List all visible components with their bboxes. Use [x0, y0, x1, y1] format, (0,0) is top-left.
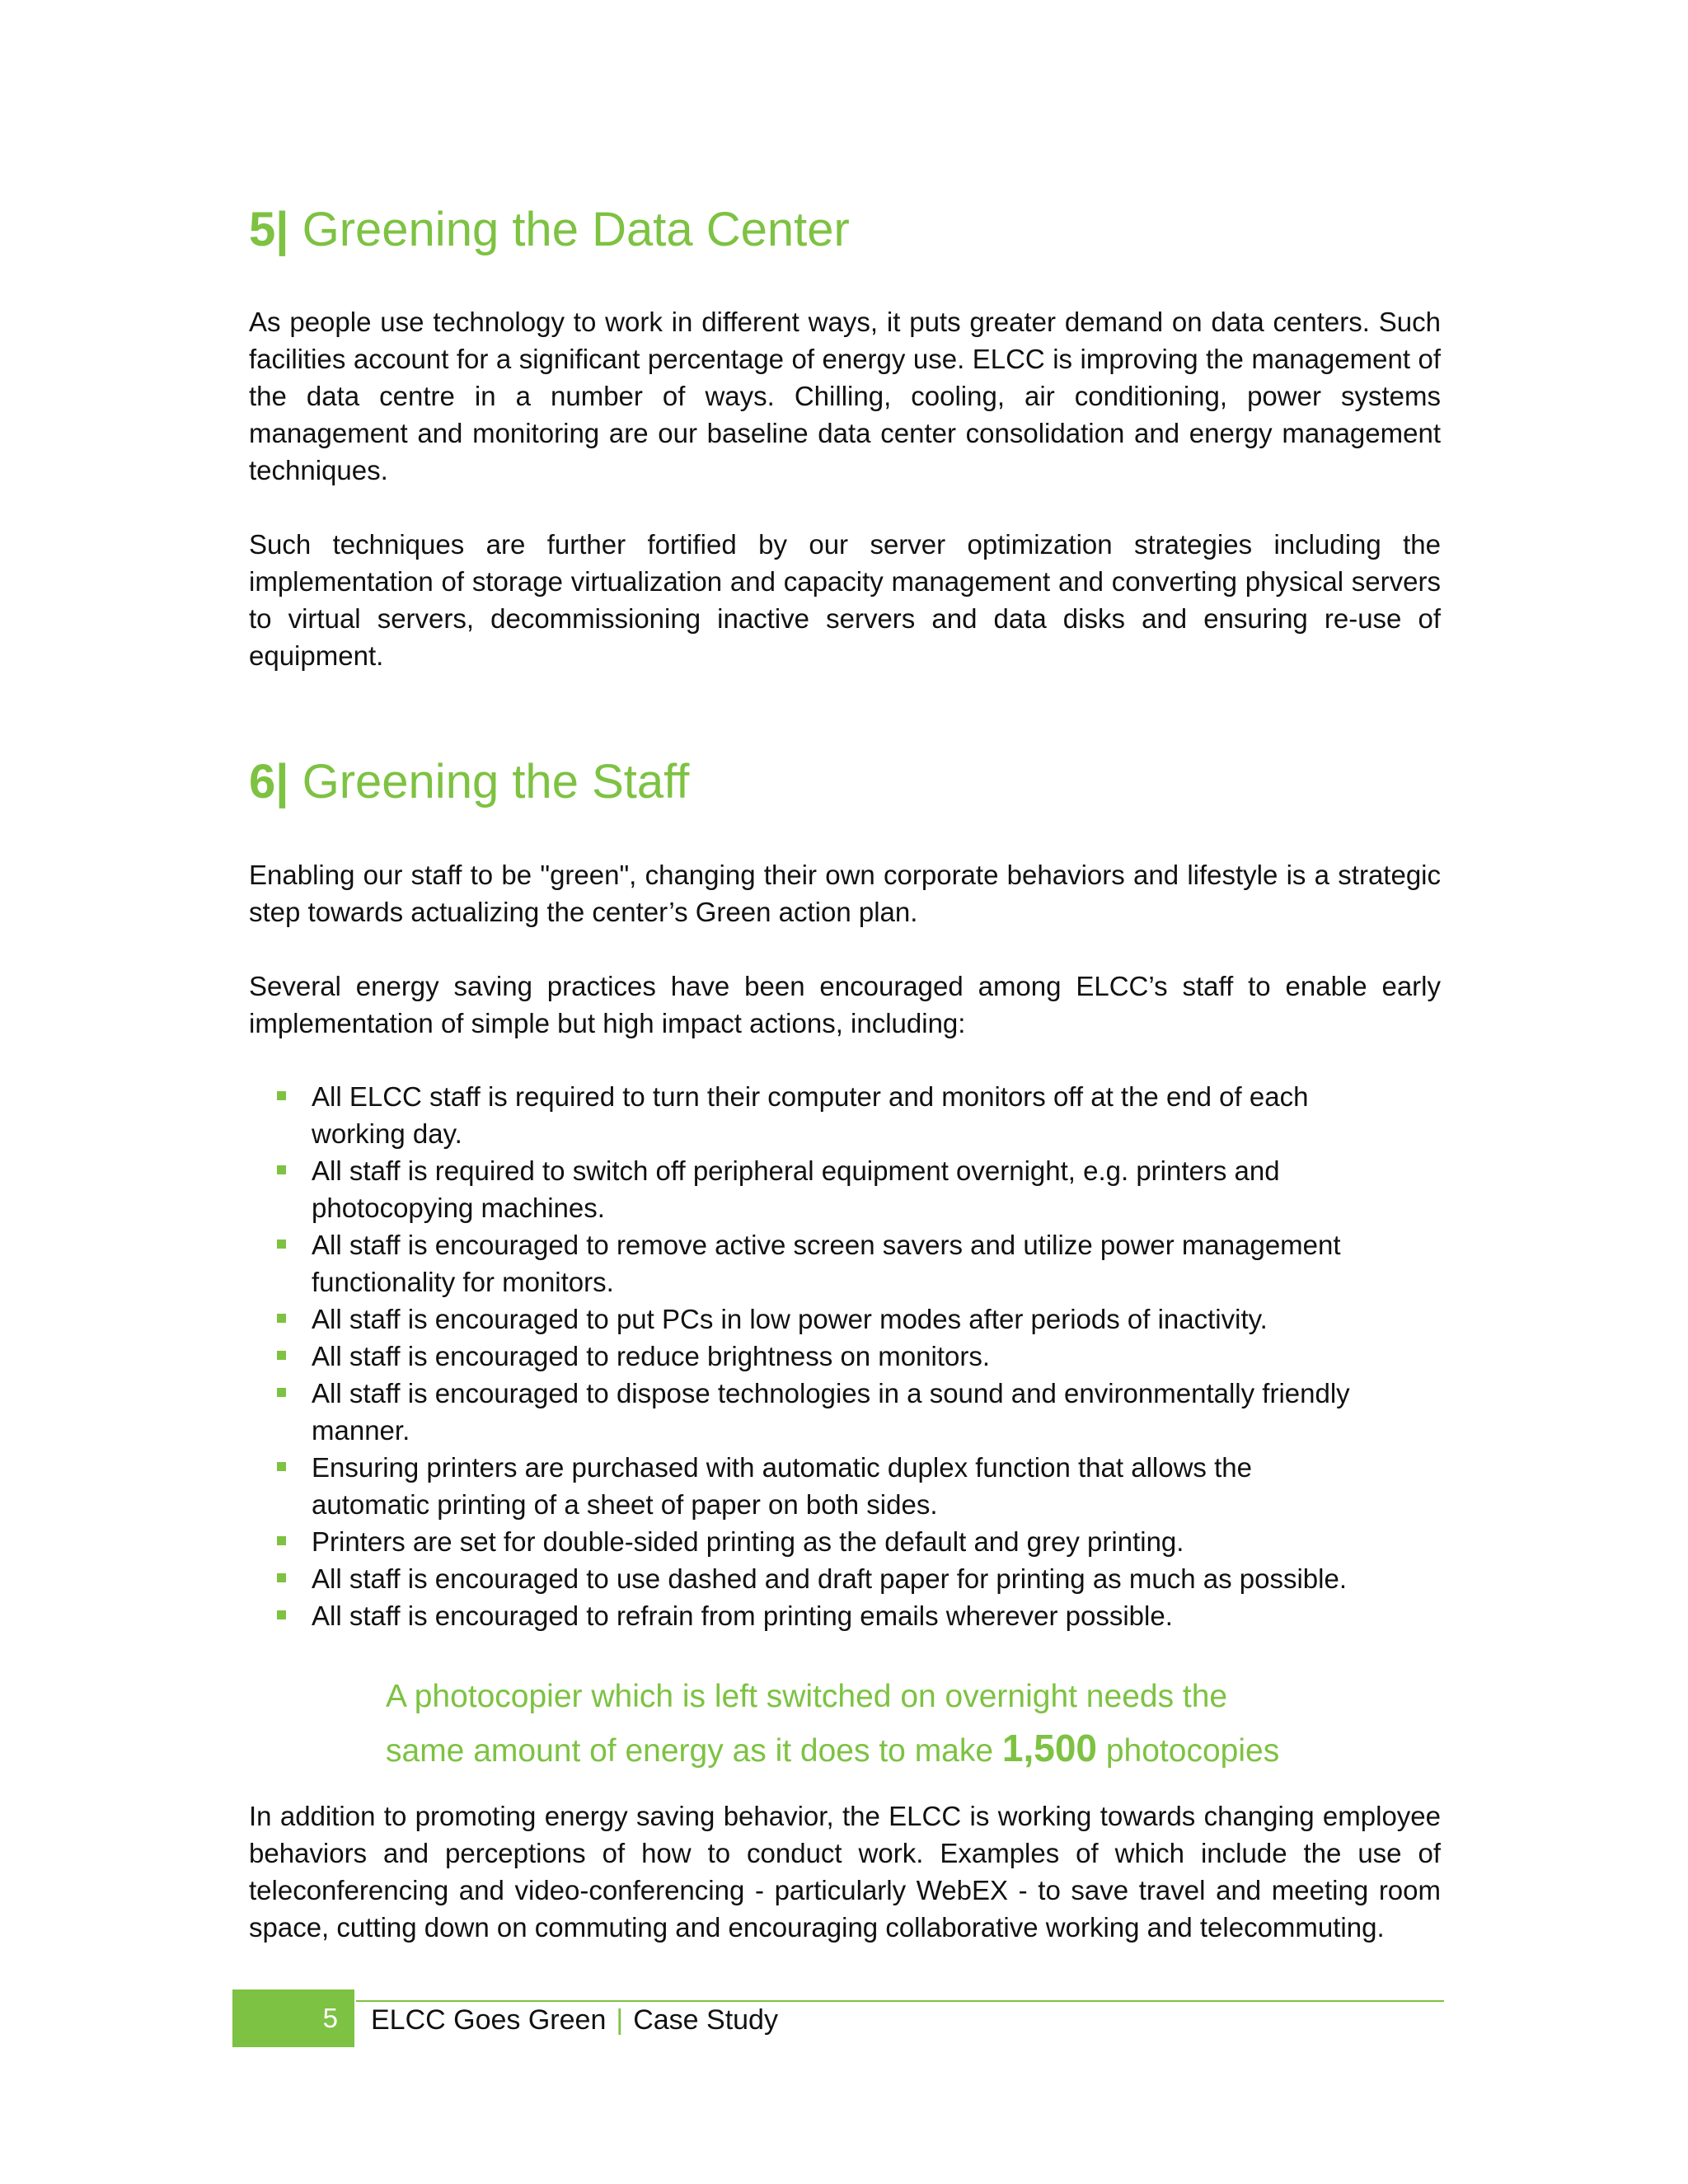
list-item-text: All staff is encouraged to refrain from printing emails wherever possible. [312, 1601, 1173, 1631]
square-bullet-icon [277, 1536, 286, 1545]
square-bullet-icon [277, 1462, 286, 1471]
callout-line-1: A photocopier which is left switched on overnight needs the [386, 1679, 1228, 1714]
square-bullet-icon [277, 1573, 286, 1582]
footer-document-title [371, 2001, 778, 2039]
square-bullet-icon [277, 1610, 286, 1619]
footer-separator: | [616, 2004, 624, 2036]
section-5-paragraph-2: Such techniques are further fortified by our server optimization strategies including the implementation of storage virtualization and capacity management and converting physical servers to virtual servers, decommissioning inactive servers and data disks and ensuring re-use of equipment. [249, 529, 1441, 671]
callout-line-2-prefix: same amount of energy as it does to make [386, 1733, 1002, 1769]
energy-practices-list [274, 1078, 1441, 1634]
callout-number: 1,500 [1001, 1727, 1098, 1769]
square-bullet-icon [277, 1388, 286, 1397]
footer-title: ELCC Goes Green [371, 2004, 607, 2036]
section-5-title: Greening the Data Center [302, 203, 850, 256]
section-6-closing-paragraph: In addition to promoting energy saving behavior, the ELCC is working towards changing employee behaviors and perceptions of how to conduct work. Examples of which include the use of teleconferencing and video-conferencing - particularly WebEX - to save travel and meeting room space, cutting down on commuting and encouraging collaborative working and telecommuting. [249, 1801, 1441, 1943]
list-item-text: Ensuring printers are purchased with automatic duplex function that allows the automatic printing of a sheet of paper on both sides. [312, 1452, 1252, 1520]
list-item-text: All staff is encouraged to use dashed and draft paper for printing as much as possible. [312, 1563, 1347, 1594]
square-bullet-icon [277, 1091, 286, 1100]
section-6-heading [249, 753, 689, 811]
list-item [274, 1523, 1350, 1560]
section-6-paragraph-2: Several energy saving practices have been encouraged among ELCC’s staff to enable early implementation of simple but high impact actions, including: [249, 971, 1441, 1038]
list-item [274, 1375, 1350, 1449]
list-item-text: Printers are set for double-sided printing as the default and grey printing. [312, 1526, 1184, 1557]
section-5-number: 5| [249, 203, 289, 256]
photocopier-callout [386, 1671, 1424, 1777]
list-item [274, 1152, 1350, 1226]
footer-page-number: 5 [232, 1990, 354, 2047]
section-6-number: 6| [249, 755, 289, 808]
callout-line-2-suffix: photocopies [1097, 1733, 1280, 1769]
list-item-text: All ELCC staff is required to turn their computer and monitors off at the end of each working day. [312, 1081, 1309, 1149]
list-item [274, 1301, 1350, 1338]
section-6-title: Greening the Staff [302, 755, 690, 808]
section-6-paragraph-1: Enabling our staff to be "green", changing their own corporate behaviors and lifestyle is a strategic step towards actualizing the center’s Green action plan. [249, 860, 1441, 927]
list-item-text: All staff is required to switch off peripheral equipment overnight, e.g. printers and photocopying machines. [312, 1155, 1280, 1223]
list-item [274, 1078, 1350, 1152]
list-item-text: All staff is encouraged to reduce brightness on monitors. [312, 1341, 991, 1371]
square-bullet-icon [277, 1165, 286, 1174]
list-item-text: All staff is encouraged to remove active screen savers and utilize power management functionality for monitors. [312, 1230, 1341, 1297]
list-item [274, 1226, 1350, 1301]
list-item-text: All staff is encouraged to dispose technologies in a sound and environmentally friendly manner. [312, 1378, 1350, 1446]
list-item [274, 1338, 1350, 1375]
square-bullet-icon [277, 1314, 286, 1323]
square-bullet-icon [277, 1351, 286, 1360]
list-item [274, 1560, 1350, 1597]
section-5-heading [249, 201, 850, 259]
square-bullet-icon [277, 1240, 286, 1249]
list-item-text: All staff is encouraged to put PCs in low power modes after periods of inactivity. [312, 1304, 1268, 1334]
list-item [274, 1597, 1350, 1634]
section-5-paragraph-1: As people use technology to work in different ways, it puts greater demand on data centers. Such facilities account for a significant percentage of energy use. ELCC is improving the management of the data centre in a number of ways. Chilling, cooling, air conditioning, power systems management and monitoring are our baseline data center consolidation and energy management techniques. [249, 307, 1441, 485]
footer-subtitle: Case Study [633, 2004, 778, 2036]
list-item [274, 1449, 1350, 1523]
